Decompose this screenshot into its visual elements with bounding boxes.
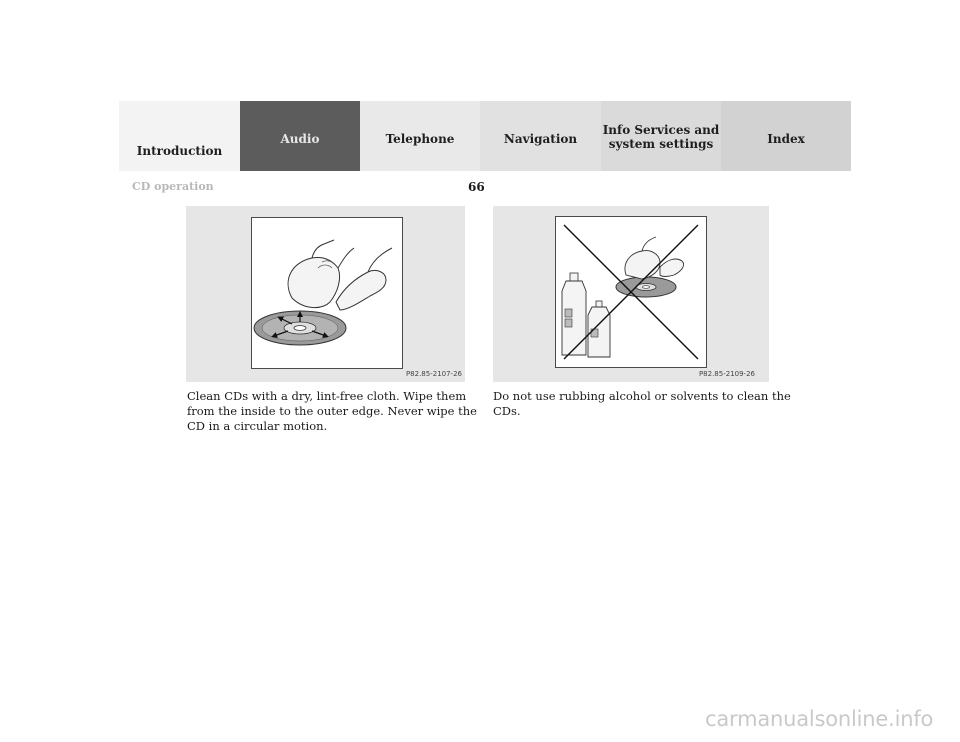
caption-no-solvents: Do not use rubbing alcohol or solvents to clean the CDs. [493,389,791,418]
figure-code: P82.85-2109-26 [698,370,755,378]
tab-index-label: Index [767,132,805,146]
section-title: CD operation [132,180,214,193]
watermark: carmanualsonline.info [705,707,934,731]
figure-no-solvents [493,206,769,382]
section-tab-bar [119,101,851,171]
tab-index[interactable] [721,101,851,171]
tab-telephone[interactable] [360,101,480,171]
tab-audio[interactable] [240,101,360,171]
tab-telephone-label: Telephone [385,132,455,146]
caption-cleaning-instructions: Clean CDs with a dry, lint-free cloth. Wipe them from the inside to the outer edge. Never wipe the CD in a circular motion. [187,389,477,433]
tab-introduction-label: Introduction [136,144,223,158]
tab-info-services[interactable] [601,101,721,171]
tab-navigation[interactable] [480,101,601,171]
figure-code: P82.85-2107-26 [405,370,462,378]
figure-frame [555,216,707,368]
tab-audio-label: Audio [280,132,320,146]
cd-wiping-illustration [252,218,402,368]
tab-introduction[interactable] [119,101,240,171]
tab-info-services-label-line2: system settings [608,137,714,151]
tab-info-services-label-line1: Info Services and [602,123,720,137]
page-number: 66 [468,180,485,194]
no-solvents-illustration [556,217,706,367]
tab-navigation-label: Navigation [503,132,578,146]
figure-cd-cleaning [186,206,465,382]
figure-frame [251,217,403,369]
